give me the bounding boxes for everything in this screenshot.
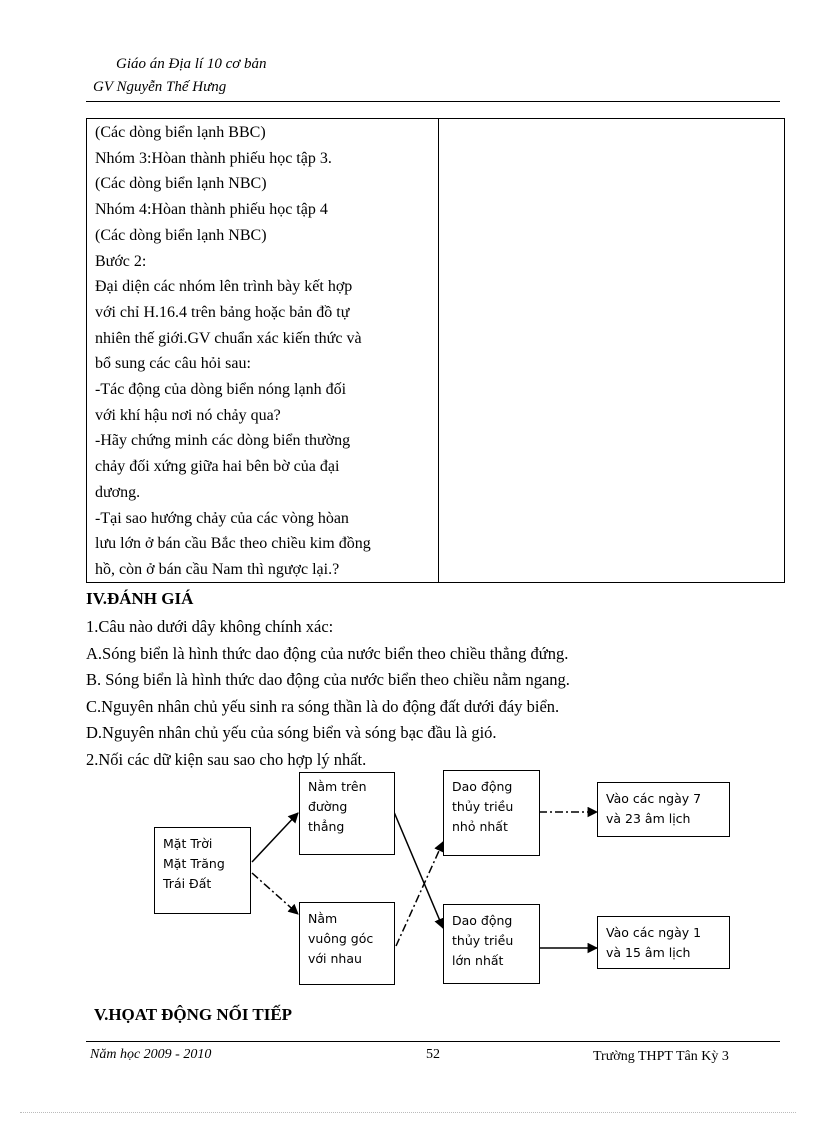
answer-d: D.Nguyên nhân chủ yếu của sóng biển và sóng bạc đầu là gió. (86, 723, 497, 742)
box-line: Vào các ngày 1 (606, 925, 702, 940)
box-days-7-23 (597, 782, 730, 837)
table-line: lưu lớn ở bán cầu Bắc theo chiều kim đồng (95, 535, 371, 553)
page-bottom-edge (20, 1112, 796, 1113)
box-days-1-15 (597, 916, 730, 969)
arrow-perpendicular-to-tide-min (396, 842, 443, 946)
question-line: 2.Nối các dữ kiện sau sao cho hợp lý nhất. (86, 749, 367, 769)
section-5-title: V.HỌAT ĐỘNG NỐI TIẾP (94, 1005, 293, 1024)
box-straight-line (299, 772, 395, 855)
table-line: với khí hậu nơi nó chảy qua? (95, 406, 281, 424)
box-line: Nằm (308, 911, 338, 926)
section-4-title: IV.ĐÁNH GIÁ (86, 589, 194, 608)
table-line: bổ sung các câu hỏi sau: (95, 355, 251, 373)
box-tide-min (443, 770, 540, 856)
box-line: và 23 âm lịch (606, 811, 691, 826)
box-tide-max (443, 904, 540, 984)
arrow-source-to-perpendicular (252, 873, 298, 914)
header-teacher: GV Nguyễn Thế Hưng (93, 79, 227, 95)
table-line: (Các dòng biển lạnh NBC) (95, 226, 267, 244)
table-line: với chỉ H.16.4 trên bảng hoặc bản đồ tự (95, 303, 350, 321)
answer-c: C.Nguyên nhân chủ yếu sinh ra sóng thần là do động đất dưới đáy biển. (86, 696, 560, 716)
box-line: Mặt Trời (163, 836, 213, 851)
box-line: nhỏ nhất (452, 819, 508, 834)
table-line: (Các dòng biển lạnh NBC) (95, 175, 267, 193)
arrow-straight-to-tide-max (394, 812, 443, 928)
header-title: Giáo án Địa lí 10 cơ bản (116, 56, 267, 72)
box-line: Dao động (452, 779, 513, 794)
answer-a: A.Sóng biển là hình thức dao động của nước biển theo chiều thẳng đứng. (86, 643, 569, 663)
table-line: chảy đối xứng giữa hai bên bờ của đại (95, 458, 340, 476)
footer-page-number: 52 (426, 1047, 440, 1062)
box-line: đường (308, 799, 348, 814)
footer-school: Trường THPT Tân Kỳ 3 (593, 1049, 729, 1064)
table-line: Bước 2: (95, 252, 147, 270)
box-sun-moon-earth (154, 827, 251, 914)
box-line: và 15 âm lịch (606, 945, 691, 960)
box-line: thẳng (308, 819, 345, 834)
box-line: thủy triều (452, 933, 514, 948)
box-line: Nằm trên (308, 779, 367, 794)
box-line: vuông góc (308, 931, 374, 946)
table-line: Nhóm 3:Hòan thành phiếu học tập 3. (95, 149, 332, 167)
box-line: với nhau (308, 951, 362, 966)
table-line: dương. (95, 483, 141, 501)
table-line: -Hãy chứng minh các dòng biển thường (95, 432, 351, 450)
table-line: Nhóm 4:Hòan thành phiếu học tập 4 (95, 201, 328, 219)
box-line: Dao động (452, 913, 513, 928)
table-line: Đại diện các nhóm lên trình bày kết hợp (95, 278, 353, 296)
arrow-source-to-straight (252, 813, 298, 862)
box-line: Trái Đất (163, 876, 212, 891)
table-line: hồ, còn ở bán cầu Nam thì ngược lại.? (95, 560, 340, 578)
table-line: -Tại sao hướng chảy của các vòng hòan (95, 509, 349, 527)
table-line: (Các dòng biển lạnh BBC) (95, 124, 266, 141)
footer-rule (86, 1041, 780, 1042)
question-line: 1.Câu nào dưới dây không chính xác: (86, 617, 334, 636)
box-line: Mặt Trăng (163, 856, 225, 871)
box-perpendicular (299, 902, 395, 985)
answer-b: B. Sóng biển là hình thức dao động của nước biển theo chiều nằm ngang. (86, 670, 570, 689)
box-line: Vào các ngày 7 (606, 791, 702, 806)
box-line: thủy triều (452, 799, 514, 814)
table-line: -Tác động của dòng biển nóng lạnh đối (95, 381, 347, 399)
footer-year: Năm học 2009 - 2010 (90, 1047, 212, 1062)
table-line: nhiên thế giới.GV chuẩn xác kiến thức và (95, 329, 362, 347)
box-line: lớn nhất (452, 953, 504, 968)
